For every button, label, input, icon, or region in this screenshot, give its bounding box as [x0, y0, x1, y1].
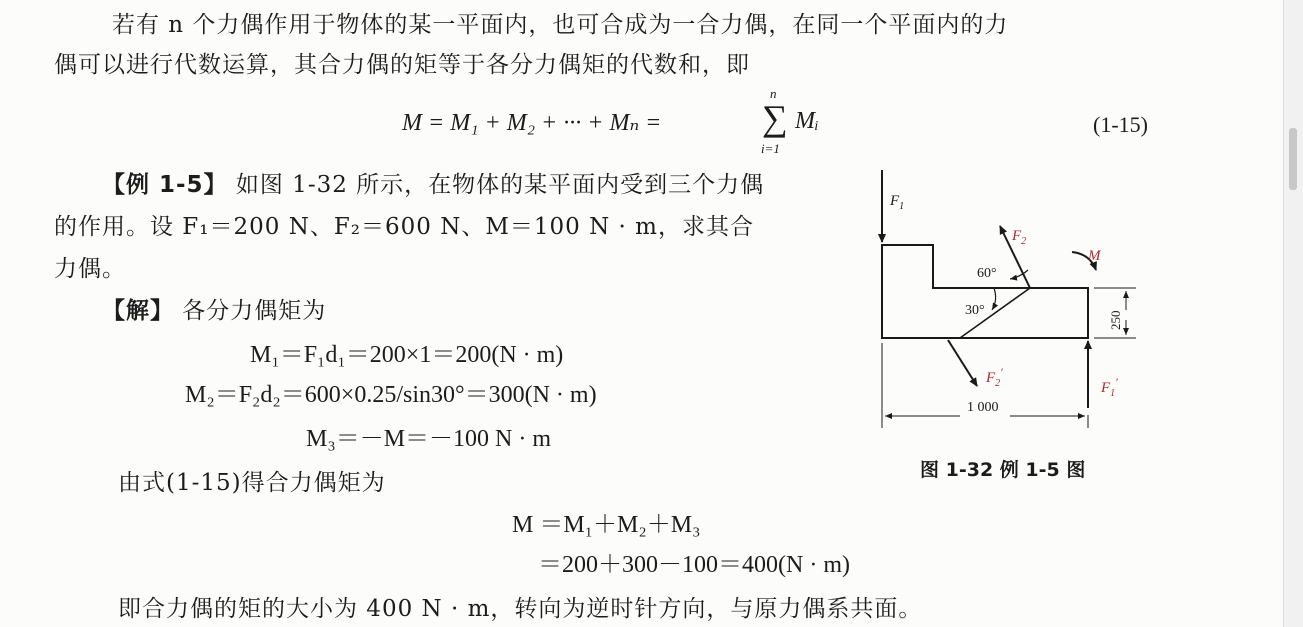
force-diagram: [860, 160, 1140, 440]
eq-main: M = M₁ + M₂ + ··· + Mₙ =: [402, 110, 662, 136]
figure-1-32: [860, 160, 1140, 440]
label-f1: $F_1$: [890, 193, 905, 212]
solution-label: 【解】: [102, 298, 174, 324]
intro-line-2: 偶可以进行代数运算，其合力偶的矩等于各分力偶矩的代数和，即: [54, 52, 750, 78]
derive-text: 由式(1-15)得合力偶矩为: [118, 470, 386, 496]
label-dim-250: 250: [1108, 310, 1123, 330]
label-dim-1000: 1 000: [967, 400, 999, 415]
label-f2-prime: $F_2'$: [986, 365, 1003, 389]
sum-term: Mᵢ: [795, 108, 819, 134]
angle-30-arc: [992, 288, 996, 310]
example-text-1: 如图 1-32 所示，在物体的某平面内受到三个力偶: [227, 172, 765, 198]
example-line-2: 的作用。设 F₁＝200 N、F₂＝600 N、M＝100 N · m，求其合: [54, 214, 754, 240]
equation-m3: M₃＝－M＝－100 N · m: [306, 426, 552, 452]
sum-top: n: [770, 86, 777, 101]
equation-total-1: M ＝M₁＋M₂＋M₃: [512, 512, 701, 538]
example-line-3: 力偶。: [54, 256, 126, 282]
body-outline: [882, 245, 1088, 338]
equation-total-2: ＝200＋300－100＝400(N · m): [538, 552, 850, 578]
solution-text: 各分力偶矩为: [174, 298, 327, 324]
figure-caption: 图 1-32 例 1-5 图: [920, 459, 1086, 481]
vertical-scrollbar[interactable]: [1283, 0, 1303, 627]
sum-symbol: ∑: [762, 98, 788, 138]
label-f2: $F_2$: [1012, 228, 1027, 247]
force-f2-prime-arrow: [948, 340, 977, 386]
conclusion-text: 即合力偶的矩的大小为 400 N · m，转向为逆时针方向，与原力偶系共面。: [118, 596, 923, 622]
label-angle-30: 30°: [965, 303, 985, 318]
label-f1-prime: $F_1'$: [1101, 375, 1118, 399]
label-m: M: [1088, 248, 1101, 264]
example-line-1: [102, 166, 764, 199]
equation-m1: M₁＝F₁d₁＝200×1＝200(N · m): [250, 342, 564, 368]
equation-number: (1-15): [1093, 112, 1148, 137]
label-angle-60: 60°: [977, 266, 997, 281]
example-label: 【例 1-5】: [102, 172, 228, 198]
scrollbar-thumb[interactable]: [1289, 128, 1297, 190]
equation-m2: M₂＝F₂d₂＝600×0.25/sin30°＝300(N · m): [185, 382, 597, 408]
intro-line-1: 若有 n 个力偶作用于物体的某一平面内，也可合成为一合力偶，在同一个平面内的力: [112, 12, 1009, 38]
solution-line: [102, 292, 326, 325]
sum-bottom: i=1: [761, 141, 780, 156]
